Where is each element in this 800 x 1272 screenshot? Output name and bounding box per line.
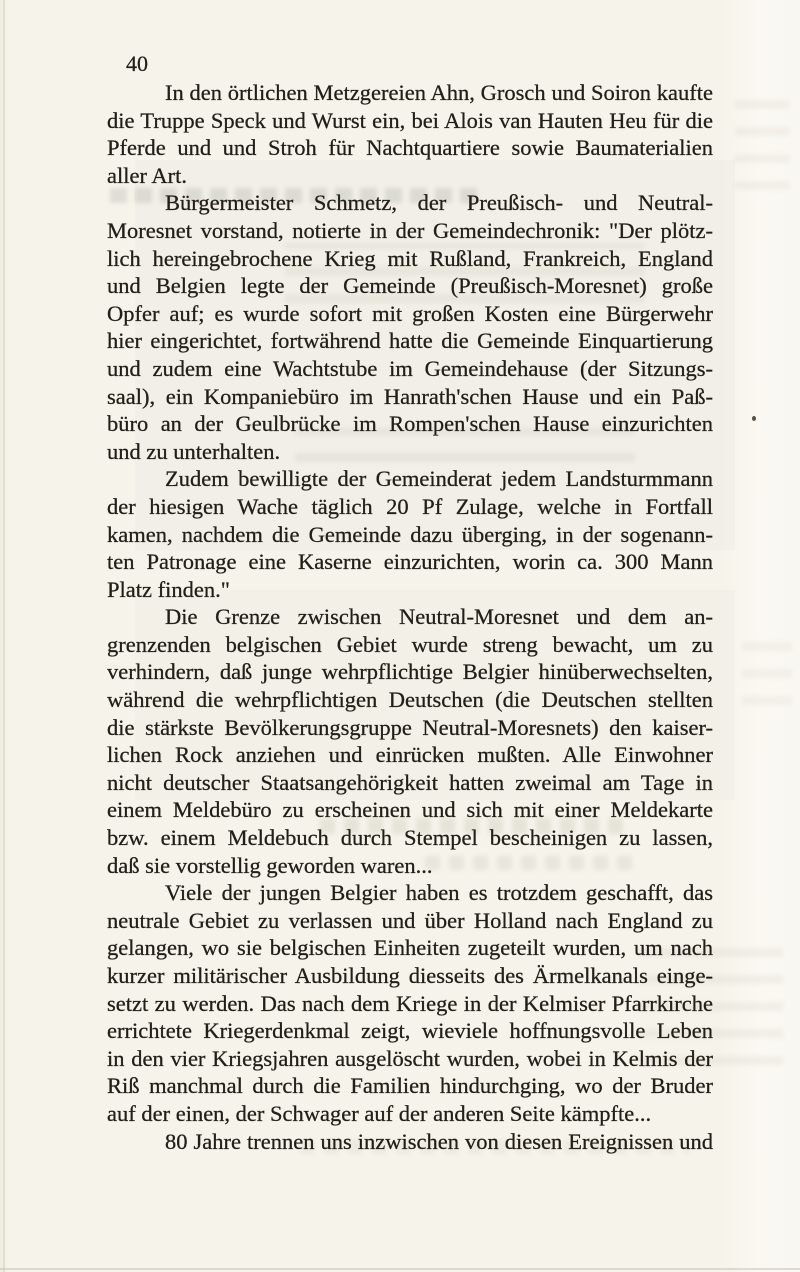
text-line: saal), ein Kompaniebüro im Hanrath'schen Hause und ein Paß- (107, 383, 713, 409)
text-line: Opfer auf; es wurde sofort mit großen Kosten eine Bürgerwehr (107, 300, 713, 326)
page-body-text (107, 79, 713, 1155)
stray-ink-mark (752, 416, 756, 421)
paragraph-5 (107, 879, 713, 1127)
bleedthrough-ghost (742, 635, 792, 705)
text-line: die Truppe Speck und Wurst ein, bei Alois van Hauten Heu für die (107, 107, 713, 133)
scan-edge-bottom (0, 1268, 800, 1270)
text-line: neutrale Gebiet zu verlassen und über Holland nach England zu (107, 907, 713, 933)
text-line: 80 Jahre trennen uns inzwischen von diesen Ereignissen und (165, 1128, 713, 1154)
paragraph-3 (107, 465, 713, 603)
text-line: setzt zu werden. Das nach dem Kriege in der Kelmiser Pfarrkirche (107, 990, 713, 1016)
text-line: der hiesigen Wache täglich 20 Pf Zulage, welche in Fortfall (107, 493, 713, 519)
text-line: Zudem bewilligte der Gemeinderat jedem Landsturmmann (165, 466, 713, 492)
text-line: kamen, nachdem die Gemeinde dazu überging, in der sogenann- (107, 521, 713, 547)
text-line: Pferde und und Stroh für Nachtquartiere sowie Baumaterialien (107, 135, 713, 161)
page-number: 40 (126, 51, 148, 76)
text-line: die stärkste Bevölkerungsgruppe Neutral-Moresnets) den kaiser- (107, 714, 713, 740)
bleedthrough-ghost (735, 95, 790, 190)
text-line: hier eingerichtet, fortwährend hatte die Gemeinde Einquartierung (107, 328, 713, 354)
text-line: Viele der jungen Belgier haben es trotzdem geschafft, das (165, 880, 713, 906)
text-line: grenzenden belgischen Gebiet wurde streng bewacht, um zu (107, 631, 713, 657)
text-line: bzw. einem Meldebuch durch Stempel bescheinigen zu lassen, (107, 825, 713, 851)
text-line: auf der einen, der Schwager auf der anderen Seite kämpfte... (107, 1100, 652, 1126)
paragraph-1 (107, 79, 713, 189)
text-line: Bürgermeister Schmetz, der Preußisch- und Neutral- (165, 190, 713, 216)
text-line: Die Grenze zwischen Neutral-Moresnet und dem an- (165, 604, 713, 630)
paragraph-2 (107, 189, 713, 465)
text-line: errichtete Kriegerdenkmal zeigt, wieviele hoffnungsvolle Leben (107, 1018, 713, 1044)
text-line: Platz finden." (107, 576, 230, 602)
scan-edge-left (3, 0, 5, 1272)
text-line: verhindern, daß junge wehrpflichtige Belgier hinüberwechselten, (107, 659, 713, 685)
text-line: lich hereingebrochene Krieg mit Rußland, Frankreich, England (107, 245, 713, 271)
text-line: Riß manchmal durch die Familien hindurchging, wo der Bruder (107, 1073, 713, 1099)
text-line: und zu unterhalten. (107, 438, 281, 464)
text-line: kurzer militärischer Ausbildung diesseits des Ärmelkanals einge- (107, 963, 713, 988)
text-line: Moresnet vorstand, notierte in der Gemeindechronik: "Der plötz- (107, 217, 713, 243)
text-line: aller Art. (107, 162, 187, 188)
text-line: ten Patronage eine Kaserne einzurichten, worin ca. 300 Mann (107, 549, 713, 575)
paragraph-4 (107, 603, 713, 879)
text-line: in den vier Kriegsjahren ausgelöscht wurden, wobei in Kelmis der (107, 1045, 713, 1071)
text-line: lichen Rock anziehen und einrücken mußten. Alle Einwohner (107, 742, 713, 768)
text-line: daß sie vorstellig geworden waren... (107, 852, 433, 878)
text-line: gelangen, wo sie belgischen Einheiten zugeteilt wurden, um nach (107, 935, 713, 961)
text-line: nicht deutscher Staatsangehörigkeit hatten zweimal am Tage in (107, 769, 713, 795)
text-line: In den örtlichen Metzgereien Ahn, Grosch und Soiron kaufte (165, 80, 713, 105)
text-line: und zudem eine Wachtstube im Gemeindehause (der Sitzungs- (107, 355, 713, 381)
text-line: einem Meldebüro zu erscheinen und sich mit einer Meldekarte (107, 797, 713, 823)
paragraph-6 (107, 1128, 713, 1156)
text-line: und Belgien legte der Gemeinde (Preußisch-Moresnet) große (107, 273, 713, 299)
text-line: büro an der Geulbrücke im Rompen'schen Hause einzurichten (107, 411, 713, 437)
text-line: während die wehrpflichtigen Deutschen (die Deutschen stellten (107, 687, 713, 713)
